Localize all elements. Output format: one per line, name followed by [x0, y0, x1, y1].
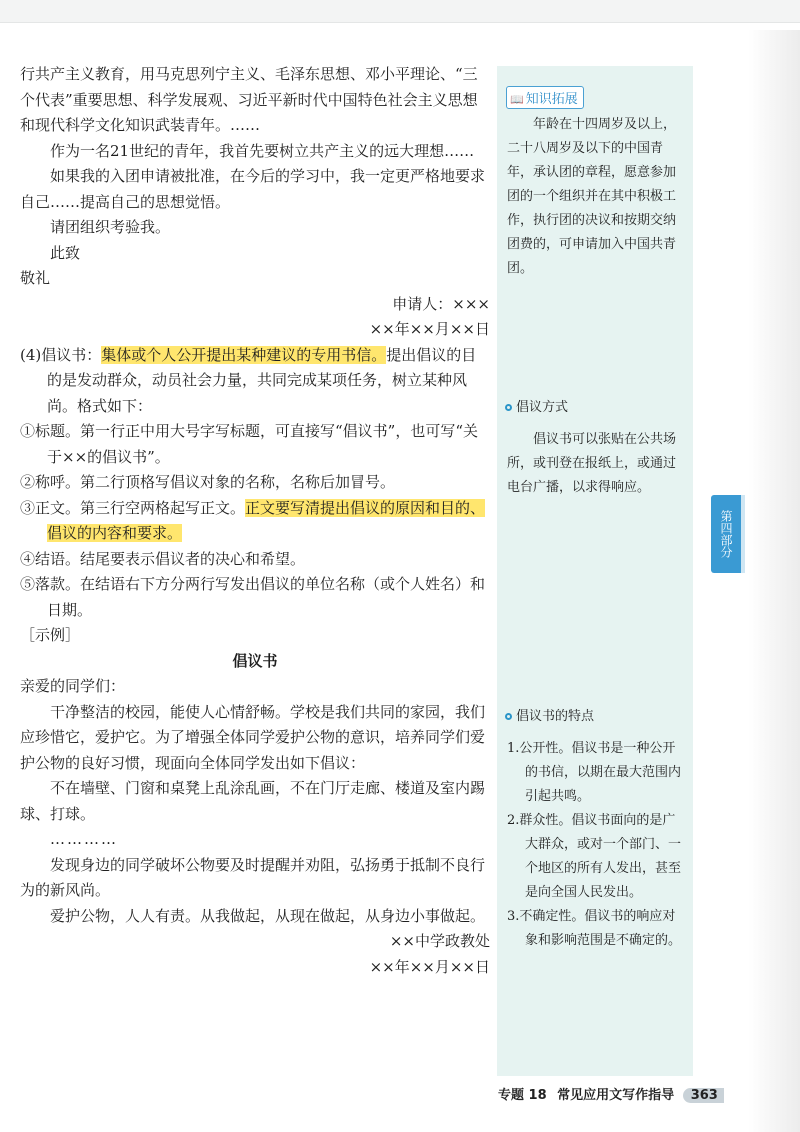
- book-icon: 📖: [510, 93, 524, 106]
- signature: 申请人：×××: [392, 294, 490, 313]
- sidebar-list-item: 2.群众性。倡议书面向的是广大群众，或对一个部门、一个地区的所有人发出，甚至是向全国人民发出。: [507, 813, 682, 900]
- sidebar: [497, 66, 693, 1076]
- highlight: 正文要写清提出倡议的原因和目的、倡议的内容和要求。: [47, 498, 486, 542]
- ellipsis: …………: [50, 830, 118, 848]
- paragraph: 请团组织考验我。: [50, 218, 171, 236]
- paragraph: 不在墙壁、门窗和桌凳上乱涂乱画，不在门厅走廊、楼道及室内踢球、打球。: [20, 779, 486, 823]
- page-number: 363: [683, 1088, 724, 1103]
- page-edge-shadow: [748, 30, 800, 1132]
- greeting: 亲爱的同学们：: [20, 677, 126, 695]
- format-item: ④结语。结尾要表示倡议者的决心和希望。: [20, 549, 306, 568]
- format-item: ③正文。第三行空两格起写正文。正文要写清提出倡议的原因和目的、倡议的内容和要求。: [20, 498, 486, 542]
- bullet-icon: [505, 713, 512, 720]
- section-tab: 第四部分: [711, 495, 741, 573]
- tab-edge: [741, 495, 745, 573]
- knowledge-tag: 📖 知识拓展: [506, 86, 584, 109]
- paragraph: 作为一名21世纪的青年，我首先要树立共产主义的远大理想……: [50, 141, 475, 160]
- signature: ××中学政教处: [389, 932, 490, 950]
- sidebar-list-item: 1.公开性。倡议书是一种公开的书信，以期在最大范围内引起共鸣。: [507, 741, 682, 804]
- signature-date: ××年××月××日: [369, 320, 490, 338]
- format-item: ②称呼。第二行顶格写倡议对象的名称，名称后加冒号。: [20, 473, 396, 491]
- paragraph: 发现身边的同学破坏公物要及时提醒并劝阻，弘扬勇于抵制不良行为的新风尚。: [20, 855, 486, 899]
- example-label: ［示例］: [20, 626, 81, 644]
- paragraph: 行共产主义教育，用马克思列宁主义、毛泽东思想、邓小平理论、“三个代表”重要思想、科学发展观、习近平新时代中国特色社会主义思想和现代科学文化知识武装青年。……: [20, 65, 478, 134]
- paragraph: 此致: [50, 243, 81, 262]
- sidebar-heading: 倡议方式: [497, 396, 693, 415]
- footer-title: 常见应用文写作指导: [557, 1088, 675, 1103]
- paragraph: 敬礼: [20, 269, 51, 287]
- highlight: 集体或个人公开提出某种建议的专用书信。: [101, 345, 387, 364]
- paragraph: 爱护公物，人人有责。从我做起，从现在做起，从身边小事做起。: [50, 906, 486, 925]
- sidebar-heading: 倡议书的特点: [497, 705, 693, 724]
- page-footer: [498, 1084, 738, 1106]
- signature-date: ××年××月××日: [369, 957, 490, 976]
- main-column: [20, 62, 490, 980]
- footer-topic: 专题 18: [498, 1088, 547, 1103]
- paragraph: 干净整洁的校园，能使人心情舒畅。学校是我们共同的家园，我们应珍惜它，爱护它。为了增强全体同学爱护公物的意识，培养同学们爱护公物的良好习惯，现面向全体同学发出如下倡议：: [20, 702, 486, 772]
- sidebar-text: 年龄在十四周岁及以上，二十八周岁及以下的中国青年，承认团的章程，愿意参加团的一个组织并在其中积极工作，执行团的决议和按期交纳团费的，可申请加入中国共青团。: [507, 117, 677, 276]
- format-item: ①标题。第一行正中用大号字写标题，可直接写“倡议书”，也可写“关于××的倡议书”。: [20, 422, 479, 466]
- format-item: ⑤落款。在结语右下方分两行写发出倡议的单位名称（或个人姓名）和日期。: [20, 575, 486, 619]
- top-bar: [0, 0, 800, 23]
- example-title: 倡议书: [232, 651, 278, 670]
- bullet-icon: [505, 404, 512, 411]
- sidebar-list-item: 3.不确定性。倡议书的响应对象和影响范围是不确定的。: [507, 909, 682, 948]
- paragraph: 如果我的入团申请被批准，在今后的学习中，我一定更严格地要求自己……提高自己的思想觉悟。: [20, 167, 486, 211]
- section-4: (4)倡议书：集体或个人公开提出某种建议的专用书信。提出倡议的目的是发动群众，动员社会力量，共同完成某项任务，树立某种风尚。格式如下：: [20, 345, 477, 415]
- sidebar-text: 倡议书可以张贴在公共场所，或刊登在报纸上，或通过电台广播，以求得响应。: [507, 432, 677, 495]
